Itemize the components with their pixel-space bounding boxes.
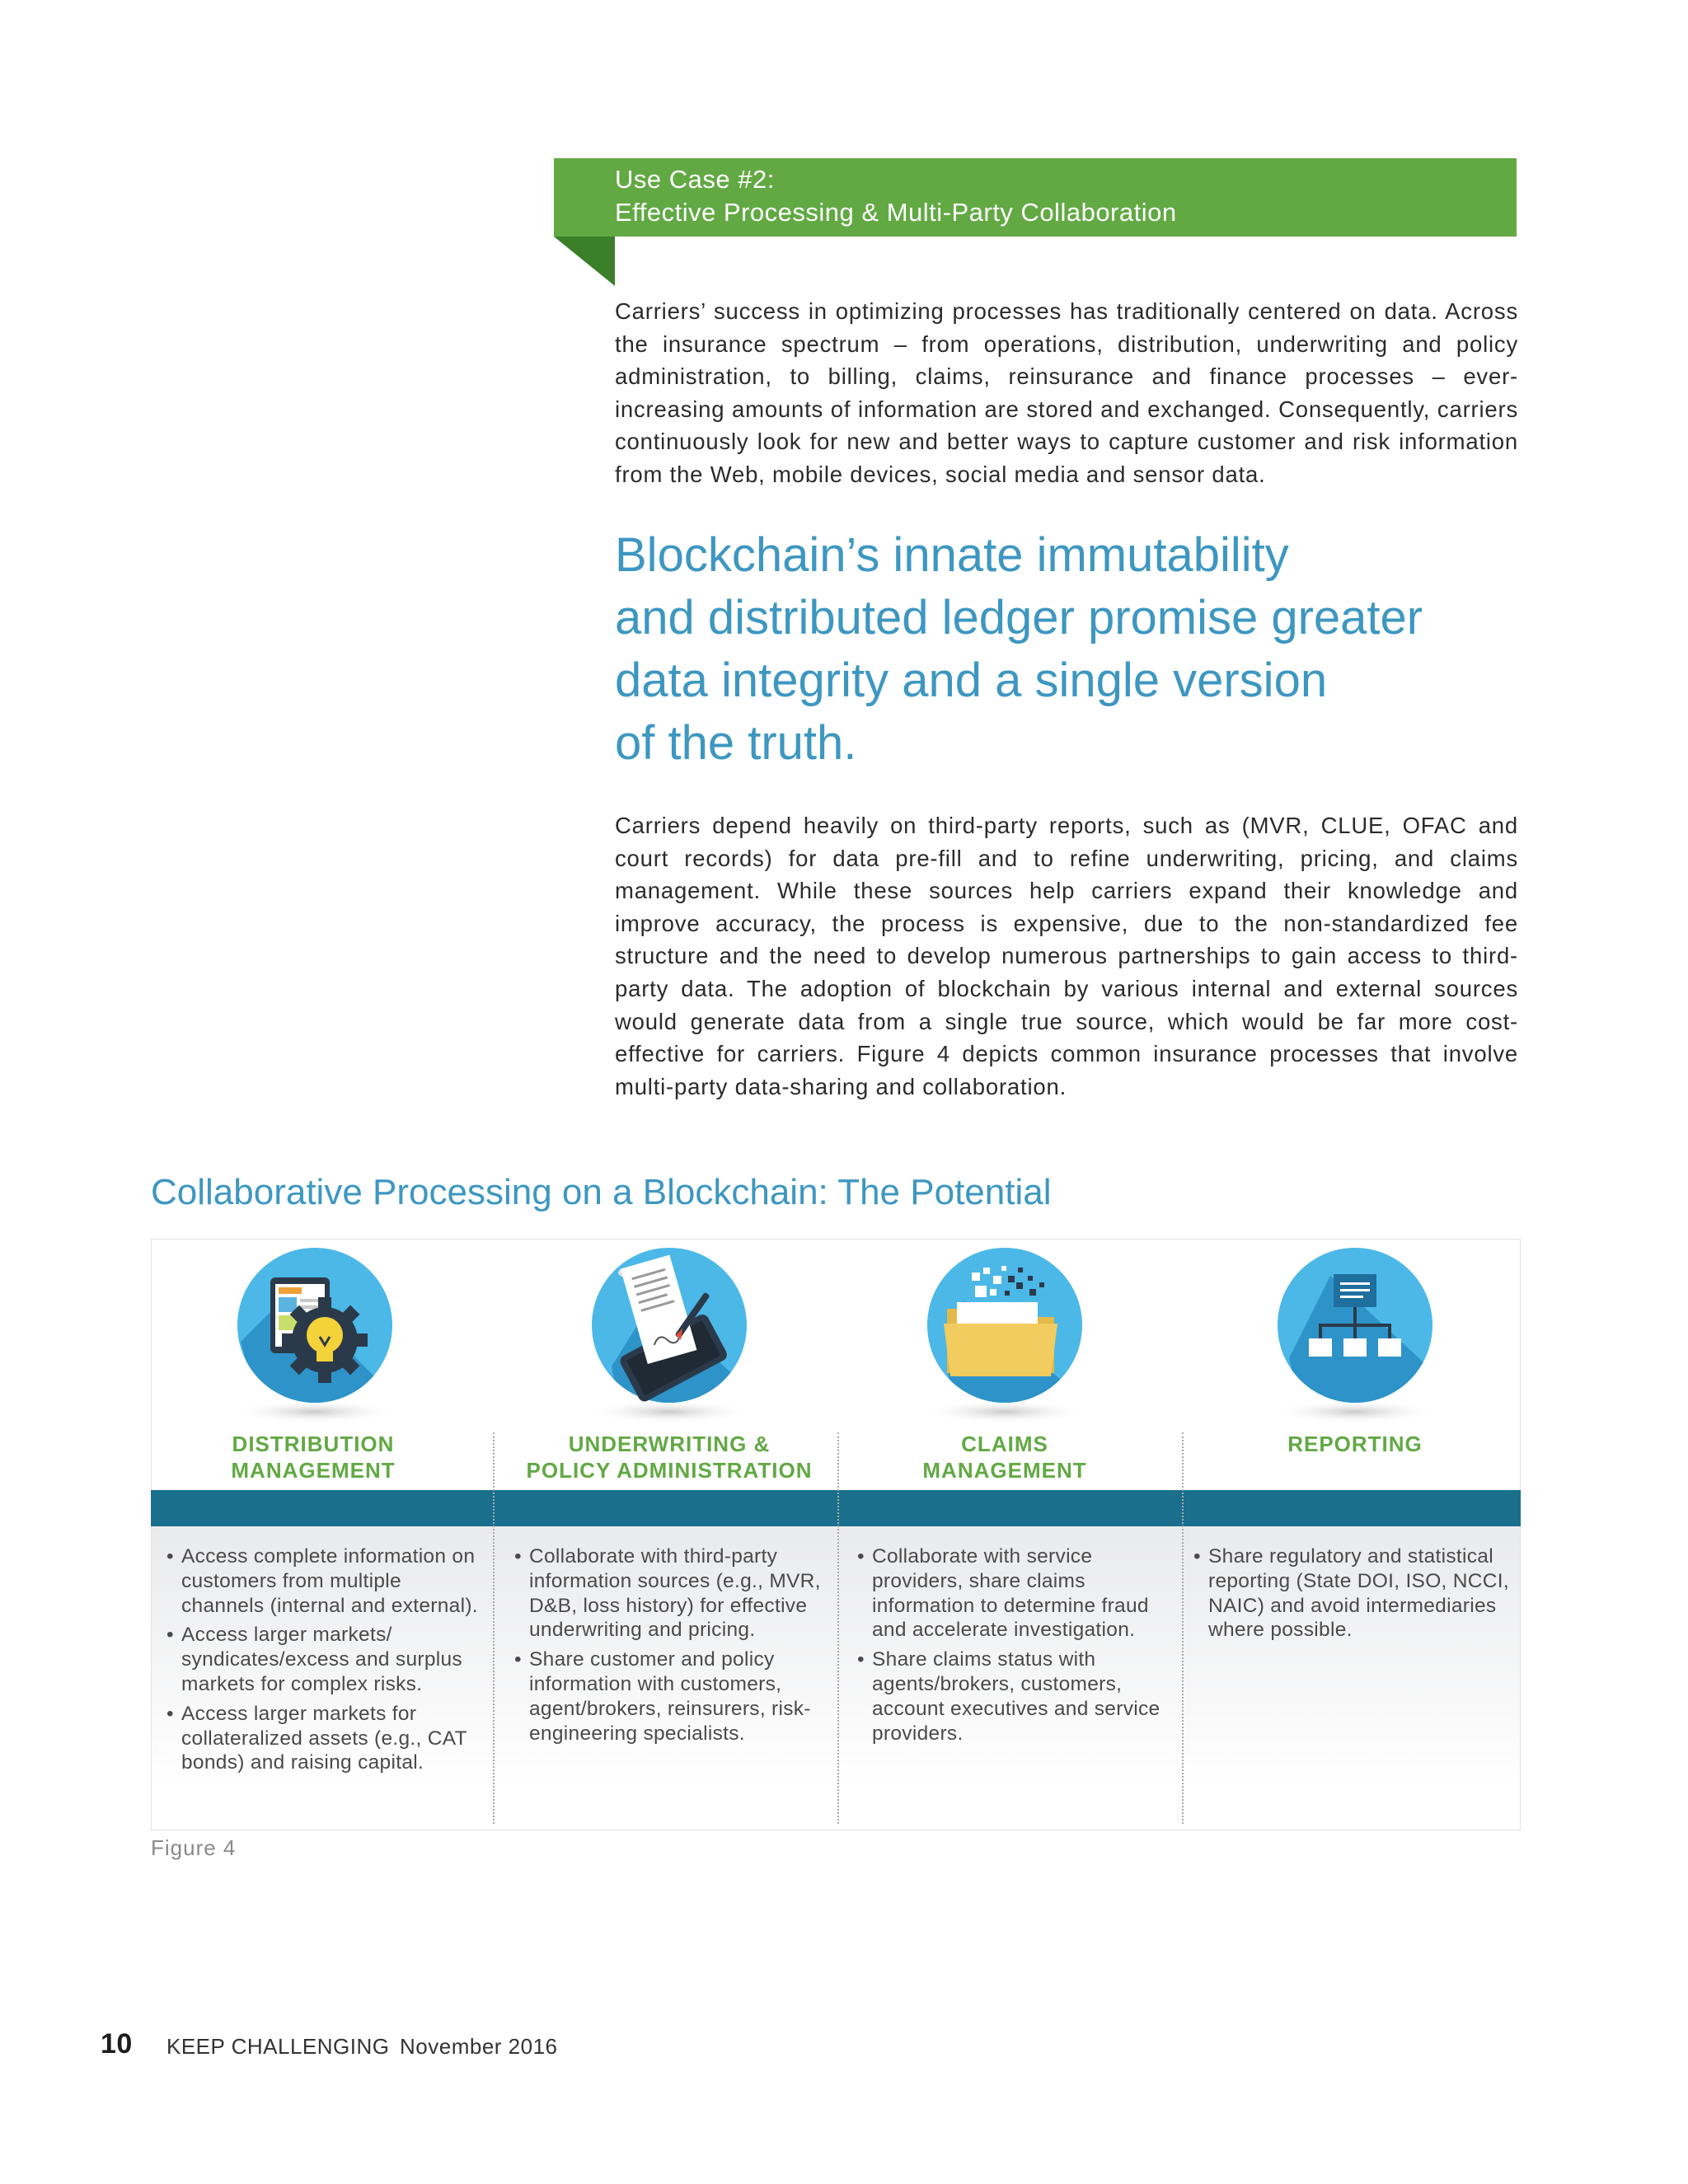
pull-quote-line: Blockchain’s innate immutability	[615, 528, 1289, 582]
column-heading-line: UNDERWRITING &	[568, 1432, 771, 1456]
page-number: 10	[101, 2028, 133, 2060]
list-item: • Share claims status with agents/brokers, customers, account executives and service providers.	[857, 1647, 1179, 1746]
list-item: • Collaborate with service providers, share claims information to determine fraud and accelerate investigation.	[857, 1544, 1179, 1643]
figure-title: Collaborative Processing on a Blockchain: The Potential	[151, 1172, 1052, 1212]
list-item: • Access complete information on customers from multiple channels (internal and external).	[166, 1544, 488, 1618]
pull-quote-line: data integrity and a single version	[615, 654, 1328, 707]
column-heading-underwriting	[504, 1431, 834, 1483]
figure-divider-band	[151, 1490, 1521, 1526]
list-item: • Share regulatory and statistical reporting (State DOI, ISO, NCCI, NAIC) and avoid intermediaries where possible.	[1193, 1544, 1515, 1643]
column-heading-line: CLAIMS	[961, 1432, 1048, 1456]
column-heading-claims	[840, 1431, 1170, 1483]
column-divider	[493, 1432, 495, 1824]
folder-data-icon	[914, 1243, 1095, 1424]
list-item: • Access larger markets for collateralized assets (e.g., CAT bonds) and raising capital.	[166, 1702, 488, 1775]
third-party-paragraph: Carriers depend heavily on third-party reports, such as (MVR, CLUE, OFAC and court records) for data pre-fill and to refine underwriting, pricing, and claims management. While these sources help carriers expand their knowledge and improve accuracy, the process is expensive, due to the non-standardized fee structure and the need to develop numerous partnerships to gain access to third-party data. The adoption of blockchain by various internal and external sources would generate data from a single true source, which would be far more cost-effective for carriers. Figure 4 depicts common insurance processes that involve multi-party data-sharing and collaboration.	[615, 813, 1518, 1099]
use-case-heading	[615, 163, 1177, 229]
intro-paragraph: Carriers’ success in optimizing processes has traditionally centered on data. Across the insurance spectrum – from operations, distribution, underwriting and policy administration, to billing, claims, reinsurance and finance processes – ever-increasing amounts of information are stored and exchanged. Consequently, carriers continuously look for new and better ways to capture customer and risk information from the Web, mobile devices, social media and sensor data.	[615, 298, 1518, 487]
pull-quote	[615, 524, 1522, 775]
column-heading-line: DISTRIBUTION	[232, 1432, 395, 1456]
publication-name: KEEP CHALLENGING	[166, 2034, 390, 2059]
pull-quote-line: and distributed ledger promise greater	[615, 591, 1423, 644]
column-heading-line: MANAGEMENT	[922, 1458, 1087, 1483]
column-heading-line: REPORTING	[1287, 1432, 1423, 1456]
document-signing-tablet-icon	[579, 1243, 760, 1424]
org-chart-icon	[1264, 1243, 1446, 1424]
list-item: • Access larger markets/ syndicates/excess and surplus markets for complex risks.	[166, 1623, 488, 1696]
column-heading-distribution	[148, 1431, 478, 1483]
underwriting-bullet-list	[514, 1544, 836, 1750]
use-case-title: Effective Processing & Multi-Party Collaboration	[615, 198, 1177, 227]
banner-fold	[554, 237, 615, 286]
claims-bullet-list	[857, 1544, 1179, 1750]
column-heading-line: MANAGEMENT	[231, 1458, 396, 1483]
column-divider	[837, 1432, 839, 1824]
reporting-bullet-list	[1193, 1544, 1515, 1647]
list-item: • Share customer and policy information with customers, agent/brokers, reinsurers, risk-engineering specialists.	[514, 1647, 836, 1746]
column-heading-reporting	[1190, 1431, 1520, 1457]
pull-quote-line: of the truth.	[615, 716, 857, 770]
column-divider	[1182, 1432, 1184, 1824]
figure-caption: Figure 4	[151, 1835, 237, 1860]
column-heading-line: POLICY ADMINISTRATION	[526, 1458, 813, 1483]
lightbulb-gear-icon	[224, 1243, 406, 1424]
publication-date: November 2016	[400, 2034, 558, 2059]
distribution-bullet-list	[166, 1544, 488, 1780]
use-case-number: Use Case #2:	[615, 165, 775, 194]
list-item: • Collaborate with third-party information sources (e.g., MVR, D&B, loss history) for effective underwriting and pricing.	[514, 1544, 836, 1643]
